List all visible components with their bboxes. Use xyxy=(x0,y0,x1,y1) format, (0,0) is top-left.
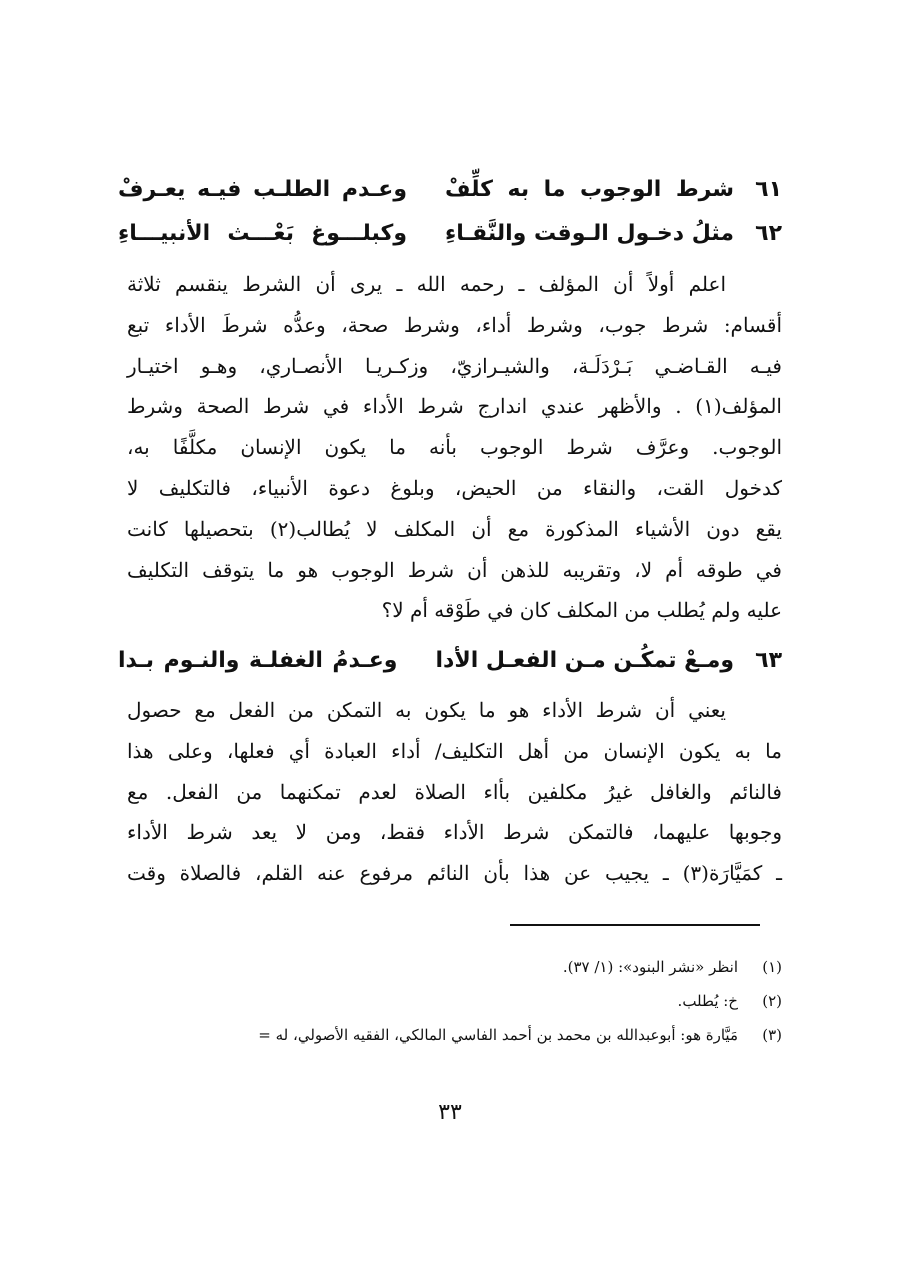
verse-second-hemistich: وعـدم الطلـب فيـه يعـرفْ xyxy=(118,176,407,202)
footnote-text: انظر «نشر البنود»: (١/ ٣٧). xyxy=(562,958,738,976)
footnotes xyxy=(118,950,782,1052)
footnote xyxy=(118,984,782,1018)
verse-second-hemistich: وعـدمُ الغفلـة والنـوم بـدا xyxy=(118,647,398,673)
footnote-text: خ: يُطلب. xyxy=(677,992,738,1010)
text-line: اعلم أولاً أن المؤلف ـ رحمه الله ـ يرى أن الشرط ينقسم ثلاثة xyxy=(127,272,726,296)
verse-number: ٦٢ xyxy=(755,220,782,246)
verse-line xyxy=(118,211,782,255)
footnote-number: (٣) xyxy=(762,1026,782,1044)
footnote-text: مَيَّارة هو: أبوعبدالله بن محمد بن أحمد الفاسي المالكي، الفقيه الأصولي، له = xyxy=(258,1026,738,1044)
verse-number: ٦٣ xyxy=(755,647,782,673)
footnote xyxy=(118,1018,782,1052)
footnote-separator xyxy=(510,924,760,926)
verse-first-hemistich: ومـعْ تمكُـن مـن الفعـل الأدا xyxy=(435,647,734,673)
text-line: الوجوب. وعرَّف شرط الوجوب بأنه ما يكون الإنسان مكلَّفًا به، xyxy=(127,435,782,460)
text-line: كدخول القت، والنقاء من الحيض، وبلوغ دعوة الأنبياء، فالتكليف لا xyxy=(127,475,782,500)
verse-number: ٦١ xyxy=(755,176,782,202)
text-line: وجوبها عليهما، فالتمكن شرط الأداء فقط، ومن لا يعد شرط الأداء xyxy=(127,820,782,845)
verse-second-hemistich: وكبلـــوغ بَعْـــث الأنبيـــاءِ xyxy=(118,220,407,246)
footnote-number: (١) xyxy=(762,958,782,976)
commentary-paragraph xyxy=(127,690,782,894)
text-line: يقع دون الأشياء المذكورة مع أن المكلف لا يُطالب(٢) بتحصيلها كانت xyxy=(127,516,782,541)
text-line: أقسام: شرط جوب، وشرط أداء، وشرط صحة، وعدُّه شرطَ الأداء تبع xyxy=(127,312,782,337)
footnote xyxy=(118,950,782,984)
footnote-number: (٢) xyxy=(762,992,782,1010)
verse-first-hemistich: مثلُ دخـول الـوقت والنَّقـاءِ xyxy=(445,220,734,246)
text-line: فيـه القـاضـي بَـرْدَلَـة، والشيـرازيّ، وزكـريـا الأنصـاري، وهـو اختيـار xyxy=(127,353,782,378)
commentary-paragraph xyxy=(127,264,782,631)
text-line: ـ كمَيَّارَة(٣) ـ يجيب عن هذا بأن النائم مرفوع عنه القلم، فالصلاة وقت xyxy=(127,861,782,886)
verse-line xyxy=(118,167,782,211)
text-line: المؤلف(١) . والأظهر عندي اندارج شرط الأداء في شرط الصحة وشرط xyxy=(127,394,782,419)
page-number: ٣٣ xyxy=(438,1100,462,1125)
text-line: يعني أن شرط الأداء هو ما يكون به التمكن من الفعل مع حصول xyxy=(127,698,726,722)
text-line: فالنائم والغافل غيرُ مكلفين بأاء الصلاة لعدم تمكنهما من الفعل. مع xyxy=(127,779,782,804)
verse-first-hemistich: شرط الوجوب ما به كلِّفْ xyxy=(445,176,734,202)
verse-line xyxy=(118,638,782,682)
text-line: في طوقه أم لا، وتقريبه للذهن أن شرط الوجوب هو ما يتوقف التكليف xyxy=(127,557,782,582)
text-line: عليه ولم يُطلب من المكلف كان في طَوْقه أم لا؟ xyxy=(381,598,782,623)
text-line: ما به يكون الإنسان من أهل التكليف/ أداء العبادة أي فعلها، وعلى هذا xyxy=(127,738,782,763)
